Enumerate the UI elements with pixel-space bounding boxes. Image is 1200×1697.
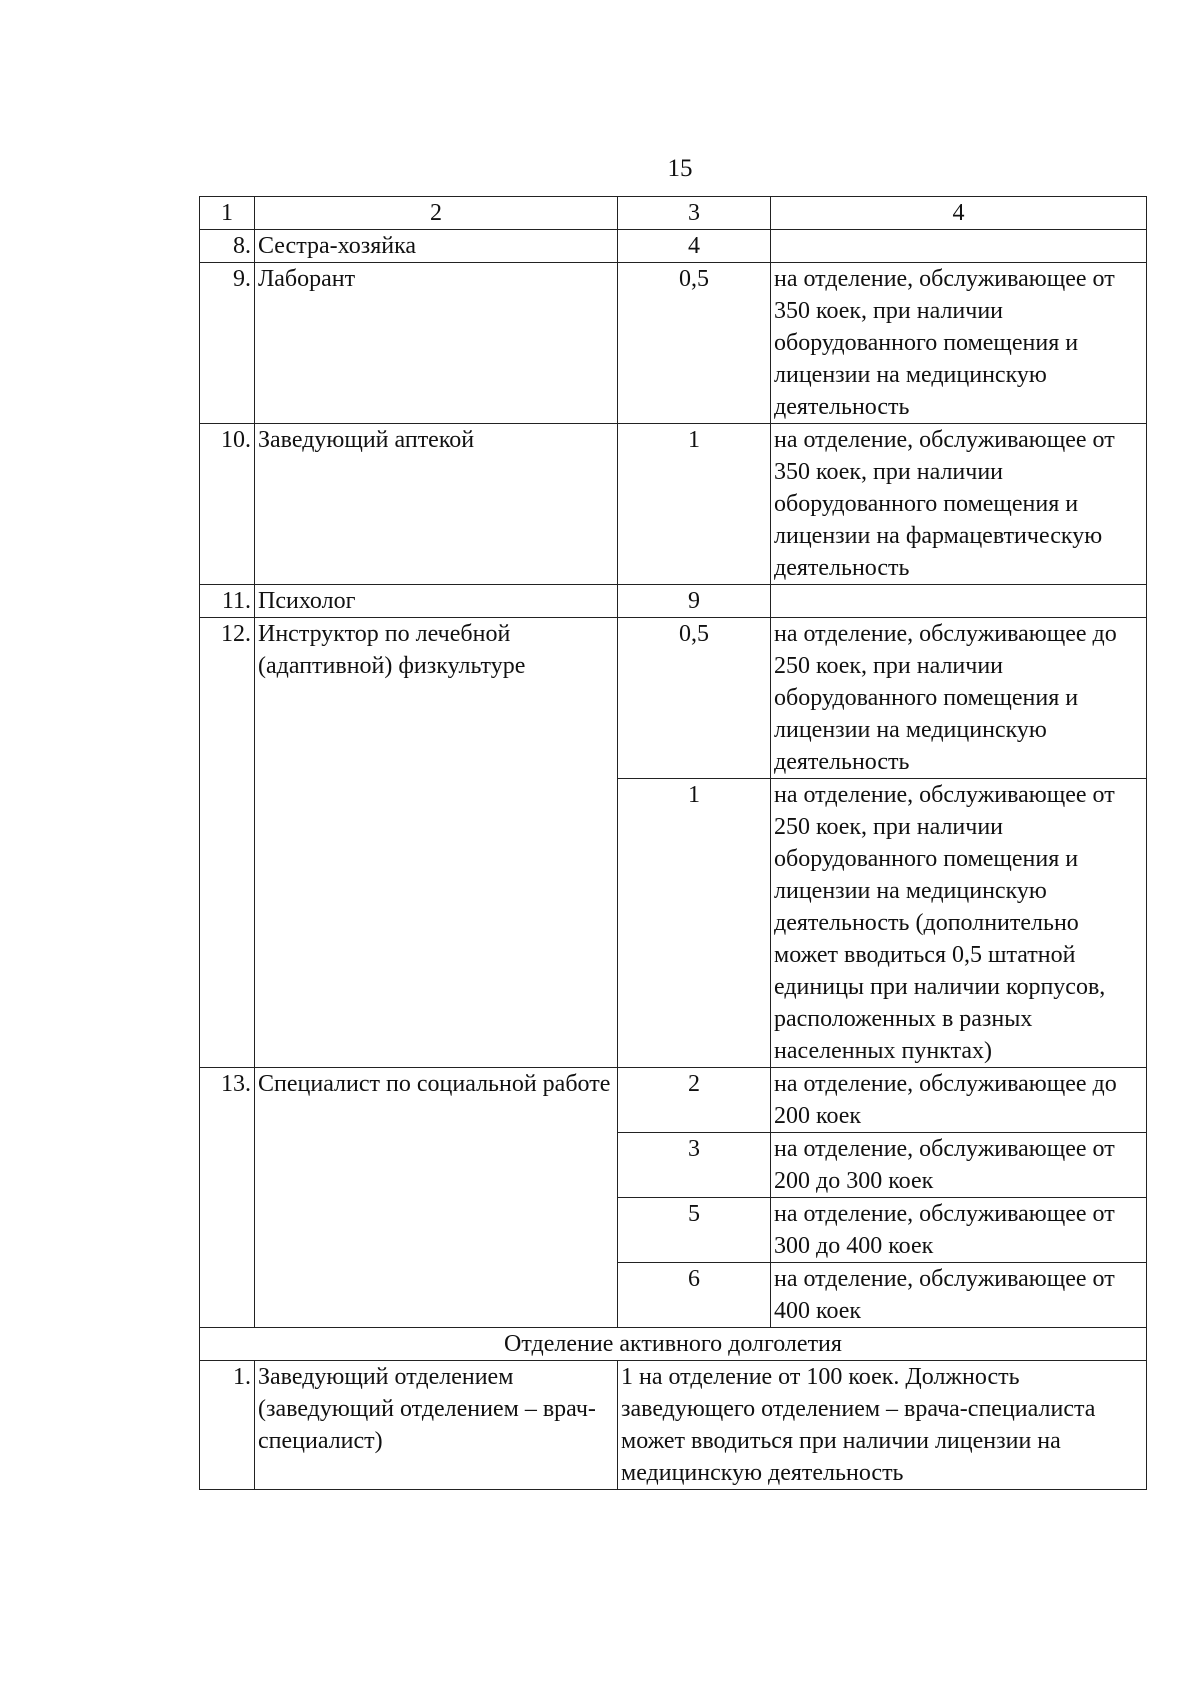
table-row — [200, 1068, 1147, 1133]
staff-quantity: 3 — [618, 1133, 771, 1198]
table-row — [200, 618, 1147, 779]
note-cell: на отделение, обслуживающее до 200 коек — [771, 1068, 1147, 1133]
note-cell: на отделение, обслуживающее от 300 до 400 коек — [771, 1198, 1147, 1263]
row-number: 8. — [200, 230, 255, 263]
table-row — [200, 1361, 1147, 1490]
position-name: Специалист по социальной работе — [255, 1068, 618, 1328]
row-number: 9. — [200, 263, 255, 424]
note-cell: на отделение, обслуживающее от 200 до 300 коек — [771, 1133, 1147, 1198]
header-col-4: 4 — [771, 197, 1147, 230]
table-row — [200, 585, 1147, 618]
table-row — [200, 424, 1147, 585]
position-name: Инструктор по лечебной (адаптивной) физкультуре — [255, 618, 618, 1068]
staff-quantity: 4 — [618, 230, 771, 263]
row-number: 11. — [200, 585, 255, 618]
note-cell: на отделение, обслуживающее от 350 коек, при наличии оборудованного помещения и лицензии на фармацевтическую деятельность — [771, 424, 1147, 585]
header-col-1: 1 — [200, 197, 255, 230]
position-name: Психолог — [255, 585, 618, 618]
note-cell: на отделение, обслуживающее до 250 коек, при наличии оборудованного помещения и лицензии на медицинскую деятельность — [771, 618, 1147, 779]
position-name: Лаборант — [255, 263, 618, 424]
position-name: Сестра-хозяйка — [255, 230, 618, 263]
header-col-2: 2 — [255, 197, 618, 230]
row-number: 13. — [200, 1068, 255, 1328]
section-title: Отделение активного долголетия — [200, 1328, 1147, 1361]
staff-quantity: 0,5 — [618, 263, 771, 424]
page-number: 15 — [667, 155, 693, 182]
note-cell: на отделение, обслуживающее от 350 коек, при наличии оборудованного помещения и лицензии на медицинскую деятельность — [771, 263, 1147, 424]
row-number: 1. — [200, 1361, 255, 1490]
note-cell — [771, 585, 1147, 618]
row-number: 12. — [200, 618, 255, 1068]
table-header-row — [200, 197, 1147, 230]
position-name: Заведующий отделением (заведующий отделением – врач-специалист) — [255, 1361, 618, 1490]
position-name: Заведующий аптекой — [255, 424, 618, 585]
staff-quantity: 9 — [618, 585, 771, 618]
staff-quantity: 1 — [618, 779, 771, 1068]
staff-quantity: 6 — [618, 1263, 771, 1328]
staffing-table — [199, 196, 1147, 1490]
row-number: 10. — [200, 424, 255, 585]
staff-quantity: 1 — [618, 424, 771, 585]
table-row — [200, 263, 1147, 424]
note-cell: 1 на отделение от 100 коек. Должность заведующего отделением – врача-специалиста может вводиться при наличии лицензии на медицинскую деятельность — [618, 1361, 1147, 1490]
header-col-3: 3 — [618, 197, 771, 230]
note-cell: на отделение, обслуживающее от 250 коек, при наличии оборудованного помещения и лицензии на медицинскую деятельность (дополнительно может вводиться 0,5 штатной единицы при наличии корпусов, расположенных в разных населенных пунктах) — [771, 779, 1147, 1068]
note-cell: на отделение, обслуживающее от 400 коек — [771, 1263, 1147, 1328]
section-heading-row — [200, 1328, 1147, 1361]
staff-quantity: 2 — [618, 1068, 771, 1133]
table-row — [200, 230, 1147, 263]
staff-quantity: 5 — [618, 1198, 771, 1263]
staff-quantity: 0,5 — [618, 618, 771, 779]
note-cell — [771, 230, 1147, 263]
